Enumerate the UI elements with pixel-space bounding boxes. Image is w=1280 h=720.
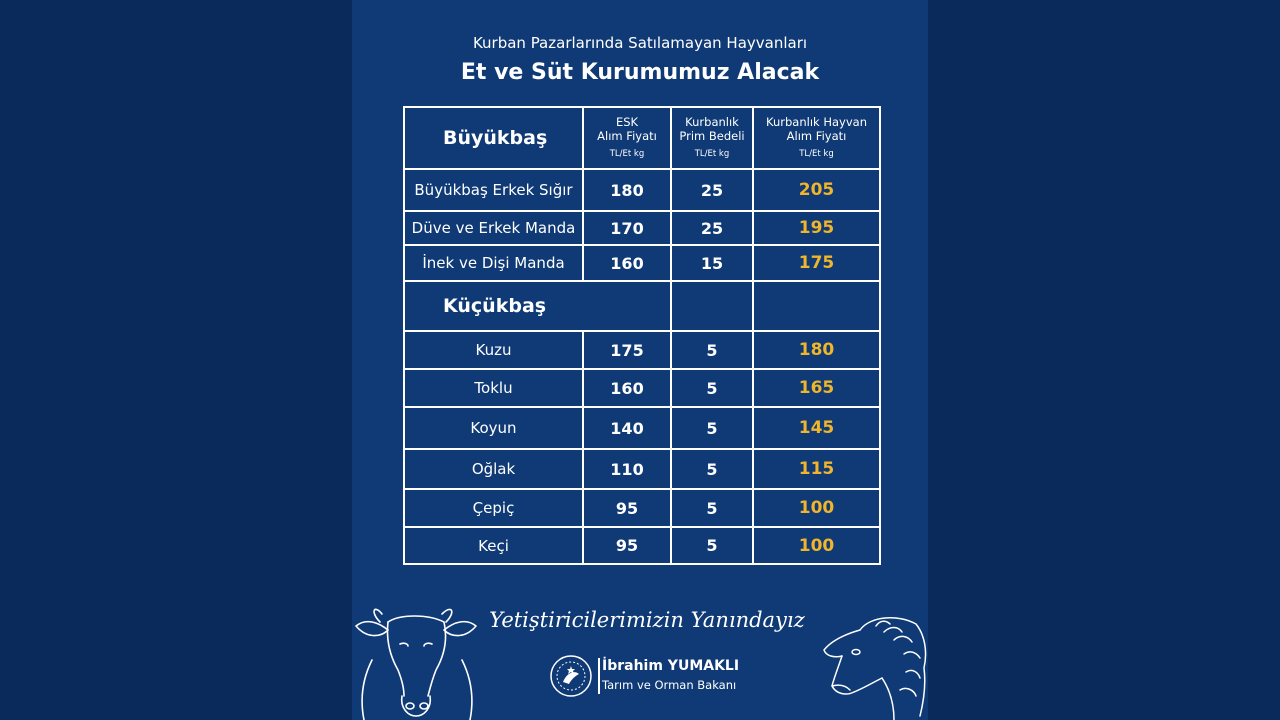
row-prim-value: 5	[670, 368, 754, 408]
footer-divider	[598, 658, 600, 694]
section-header-buyukbas: Büyükbaş	[403, 106, 584, 170]
column-header-total-unit: TL/Et kg	[799, 149, 834, 159]
row-prim-value: 5	[670, 406, 754, 450]
column-header-esk-line2: Alım Fiyatı	[597, 129, 657, 143]
row-prim-value: 5	[670, 330, 754, 370]
cow-head-icon	[352, 600, 482, 720]
row-esk-value: 160	[582, 244, 672, 282]
empty-cell	[752, 280, 881, 332]
column-header-esk	[582, 106, 672, 170]
row-total-value: 195	[752, 210, 881, 246]
poster-title: Et ve Süt Kurumumuz Alacak	[460, 60, 820, 85]
slogan: Yetiştiricilerimizin Yanındayız	[489, 608, 805, 632]
row-label: Çepiç	[403, 488, 584, 528]
row-label: Oğlak	[403, 448, 584, 490]
row-prim-value: 5	[670, 526, 754, 565]
row-esk-value: 95	[582, 488, 672, 528]
price-table	[403, 106, 881, 565]
row-total-value: 175	[752, 244, 881, 282]
column-header-esk-unit: TL/Et kg	[609, 149, 645, 159]
row-label: Koyun	[403, 406, 584, 450]
poster	[352, 0, 928, 720]
row-total-value: 100	[752, 526, 881, 565]
row-label: Toklu	[403, 368, 584, 408]
row-label: Kuzu	[403, 330, 584, 370]
minister-name: İbrahim YUMAKLI	[602, 658, 740, 674]
column-header-total-line2: Alım Fiyatı	[786, 129, 847, 143]
row-label: Düve ve Erkek Manda	[403, 210, 584, 246]
row-label: Büyükbaş Erkek Sığır	[403, 168, 584, 212]
row-prim-value: 25	[670, 168, 754, 212]
empty-cell	[670, 280, 754, 332]
row-prim-value: 15	[670, 244, 754, 282]
row-total-value: 180	[752, 330, 881, 370]
row-total-value: 100	[752, 488, 881, 528]
row-total-value: 165	[752, 368, 881, 408]
row-prim-value: 5	[670, 488, 754, 528]
row-label: Keçi	[403, 526, 584, 565]
row-total-value: 205	[752, 168, 881, 212]
column-header-total	[752, 106, 881, 170]
sheep-head-icon	[820, 610, 928, 720]
row-prim-value: 5	[670, 448, 754, 490]
column-header-esk-line1: ESK	[615, 115, 639, 129]
row-prim-value: 25	[670, 210, 754, 246]
row-esk-value: 170	[582, 210, 672, 246]
row-esk-value: 175	[582, 330, 672, 370]
row-label: İnek ve Dişi Manda	[403, 244, 584, 282]
column-header-prim	[670, 106, 754, 170]
section-header-kucukbas: Küçükbaş	[403, 280, 672, 332]
row-esk-value: 140	[582, 406, 672, 450]
row-esk-value: 110	[582, 448, 672, 490]
column-header-total-line1: Kurbanlık Hayvan	[766, 115, 867, 129]
poster-subtitle: Kurban Pazarlarında Satılamayan Hayvanları	[472, 34, 808, 52]
column-header-prim-line2: Prim Bedeli	[679, 129, 745, 143]
row-total-value: 115	[752, 448, 881, 490]
row-esk-value: 180	[582, 168, 672, 212]
row-esk-value: 95	[582, 526, 672, 565]
ministry-emblem-icon	[549, 654, 593, 698]
column-header-prim-line1: Kurbanlık	[685, 115, 739, 129]
minister-title: Tarım ve Orman Bakanı	[602, 678, 737, 692]
row-esk-value: 160	[582, 368, 672, 408]
row-total-value: 145	[752, 406, 881, 450]
column-header-prim-unit: TL/Et kg	[694, 149, 730, 159]
